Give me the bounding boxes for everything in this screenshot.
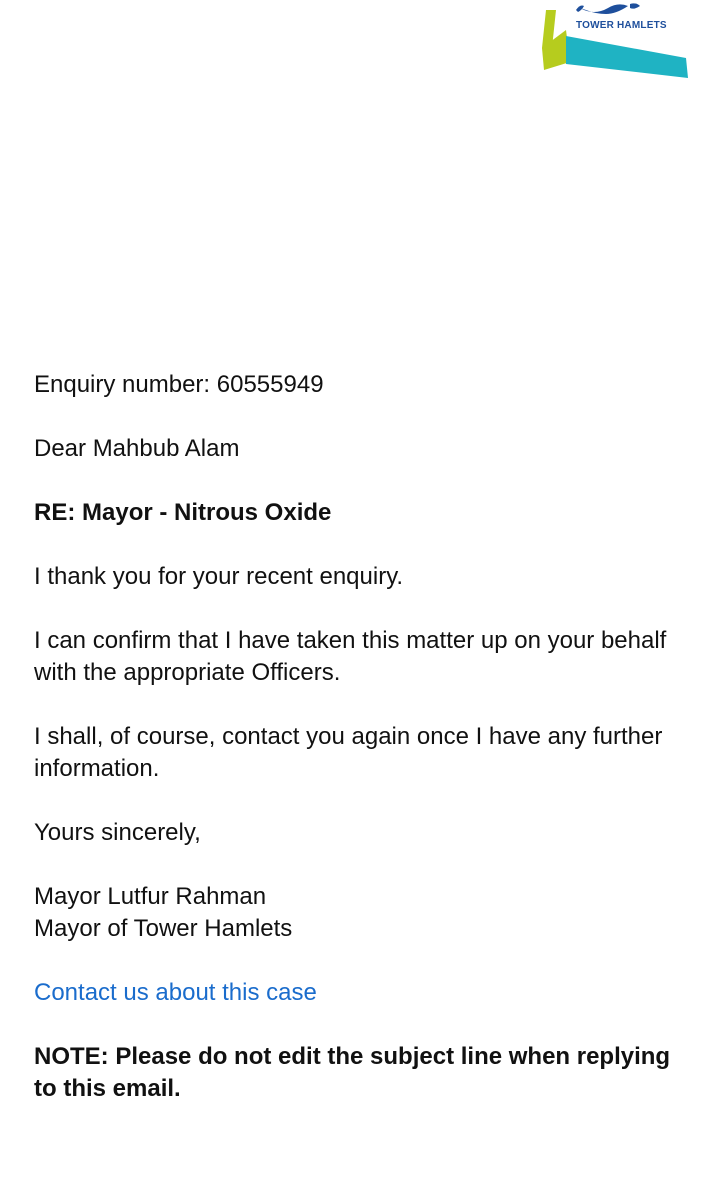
paragraph-confirmation: I can confirm that I have taken this matter up on your behalf with the appropriate Officers. [34,627,667,686]
note-text: NOTE: Please do not edit the subject line when replying to this email. [34,1043,671,1102]
logo-graphic-icon [536,0,696,84]
signatory-name: Mayor Lutfur Rahman [34,883,267,910]
greeting: Dear Mahbub Alam [34,435,240,462]
signature-block [34,881,684,945]
enquiry-number: Enquiry number: 60555949 [34,371,324,398]
letter-body [34,369,684,1137]
signatory-title: Mayor of Tower Hamlets [34,915,293,942]
subject-line: RE: Mayor - Nitrous Oxide [34,499,332,526]
paragraph-followup: I shall, of course, contact you again once I have any further information. [34,723,663,782]
tower-hamlets-logo [536,0,696,84]
paragraph-thanks: I thank you for your recent enquiry. [34,563,404,590]
contact-case-link[interactable]: Contact us about this case [34,979,317,1006]
closing: Yours sincerely, [34,819,201,846]
logo-wordmark: TOWER HAMLETS [576,20,667,31]
